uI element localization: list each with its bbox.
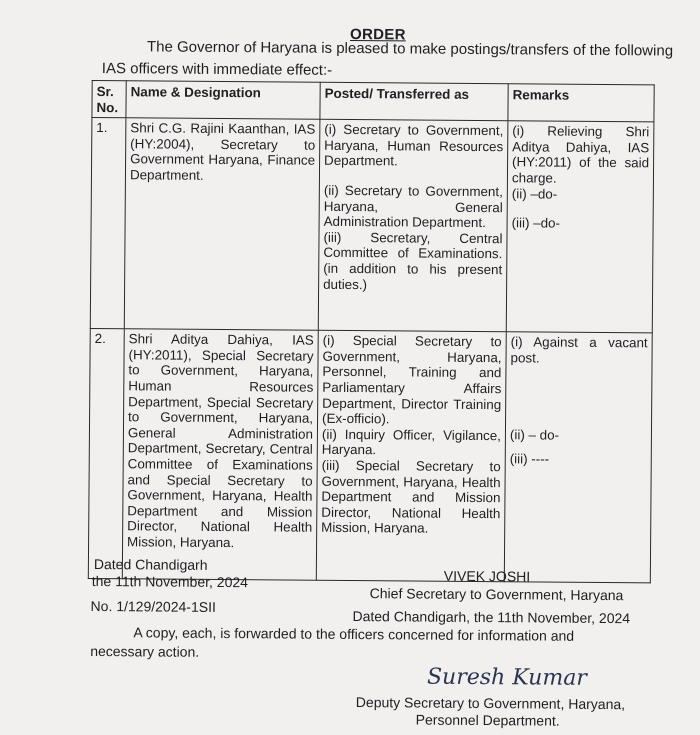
row-1-posting-i: (i) Secretary to Government, Haryana, Human Resources Department. [324, 121, 504, 169]
column-header-name-designation: Name & Designation [126, 81, 320, 120]
row-2-remark-ii: (ii) – do- [509, 427, 560, 444]
order-number: No. 1/129/2024-1SII [90, 597, 216, 615]
row-1-posting-iii: (iii) Secretary, Central Committee of Examinations. (in addition to his present duties.) [323, 229, 503, 292]
column-header-posted-transferred: Posted/ Transferred as [320, 82, 508, 121]
copy-line-1: A copy, each, is forwarded to the officers concerned for information and [133, 624, 575, 644]
row-1-remark-iii: (iii) –do- [511, 215, 561, 231]
deputy-department: Personnel Department. [415, 711, 560, 729]
dated-right: Dated Chandigarh, the 11th November, 2024 [352, 608, 631, 627]
table-header-row [92, 80, 654, 122]
handwritten-signature: Suresh Kumar [426, 664, 587, 691]
row-2-posted-as [316, 330, 506, 581]
postings-table [88, 80, 655, 584]
signatory-name: VIVEK JOSHI [443, 567, 531, 585]
row-2-name-designation: Shri Aditya Dahiya, IAS (HY:2011), Special Secretary to Government, Haryana, Human Resources Department, Special Secretary to Government, Haryana, General Administration Department, Secretary, Central Committee of Examinations and Special Secretary to Government, Haryana, Health Department and Mission Director, National Health Mission, Haryana. [122, 329, 318, 581]
table-row [90, 118, 654, 333]
row-2-remarks [504, 332, 652, 583]
copy-line-2: necessary action. [90, 642, 200, 660]
dated-place-left: Dated Chandigarh [93, 555, 208, 573]
row-2-sr-no: 2. [88, 329, 124, 579]
date-left: the 11th November, 2024 [91, 572, 249, 591]
column-header-remarks: Remarks [508, 84, 654, 122]
row-2-posting-i: (i) Special Secretary to Government, Haryana, Personnel, Training and Parliamentary Affairs Department, Director Training (Ex-officio). [322, 332, 502, 427]
order-title: ORDER [350, 25, 406, 44]
signatory-title: Chief Secretary to Government, Haryana [369, 585, 624, 604]
row-1-remark-i: (i) Relieving Shri Aditya Dahiya, IAS (HY:2011) of the said charge. [511, 123, 650, 186]
table-row [88, 329, 652, 583]
row-1-remark-ii: (ii) –do- [511, 185, 558, 202]
row-1-posted-as [318, 119, 508, 331]
row-2-remark-iii: (iii) ---- [509, 451, 550, 467]
deputy-secretary-title: Deputy Secretary to Government, Haryana, [355, 694, 626, 713]
row-2-remark-i: (i) Against a vacant post. [510, 334, 648, 366]
row-1-posting-ii: (ii) Secretary to Government, Haryana, General Administration Department. [323, 182, 503, 231]
row-1-remarks [506, 121, 654, 333]
intro-line-1: The Governor of Haryana is pleased to make postings/transfers of the following [146, 38, 674, 60]
intro-line-2: IAS officers with immediate effect:- [101, 60, 333, 79]
row-2-posting-ii: (ii) Inquiry Officer, Vigilance, Haryana. [321, 426, 501, 458]
row-1-sr-no: 1. [90, 118, 126, 329]
row-1-name-designation: Shri C.G. Rajini Kaanthan, IAS (HY:2004), Secretary to Government Haryana, Finance Department. [124, 118, 320, 331]
row-2-posting-iii: (iii) Special Secretary to Government, Haryana, Health Department and Mission Director, National Health Mission, Haryana. [321, 457, 501, 536]
column-header-sr-no: Sr. No. [92, 80, 126, 117]
